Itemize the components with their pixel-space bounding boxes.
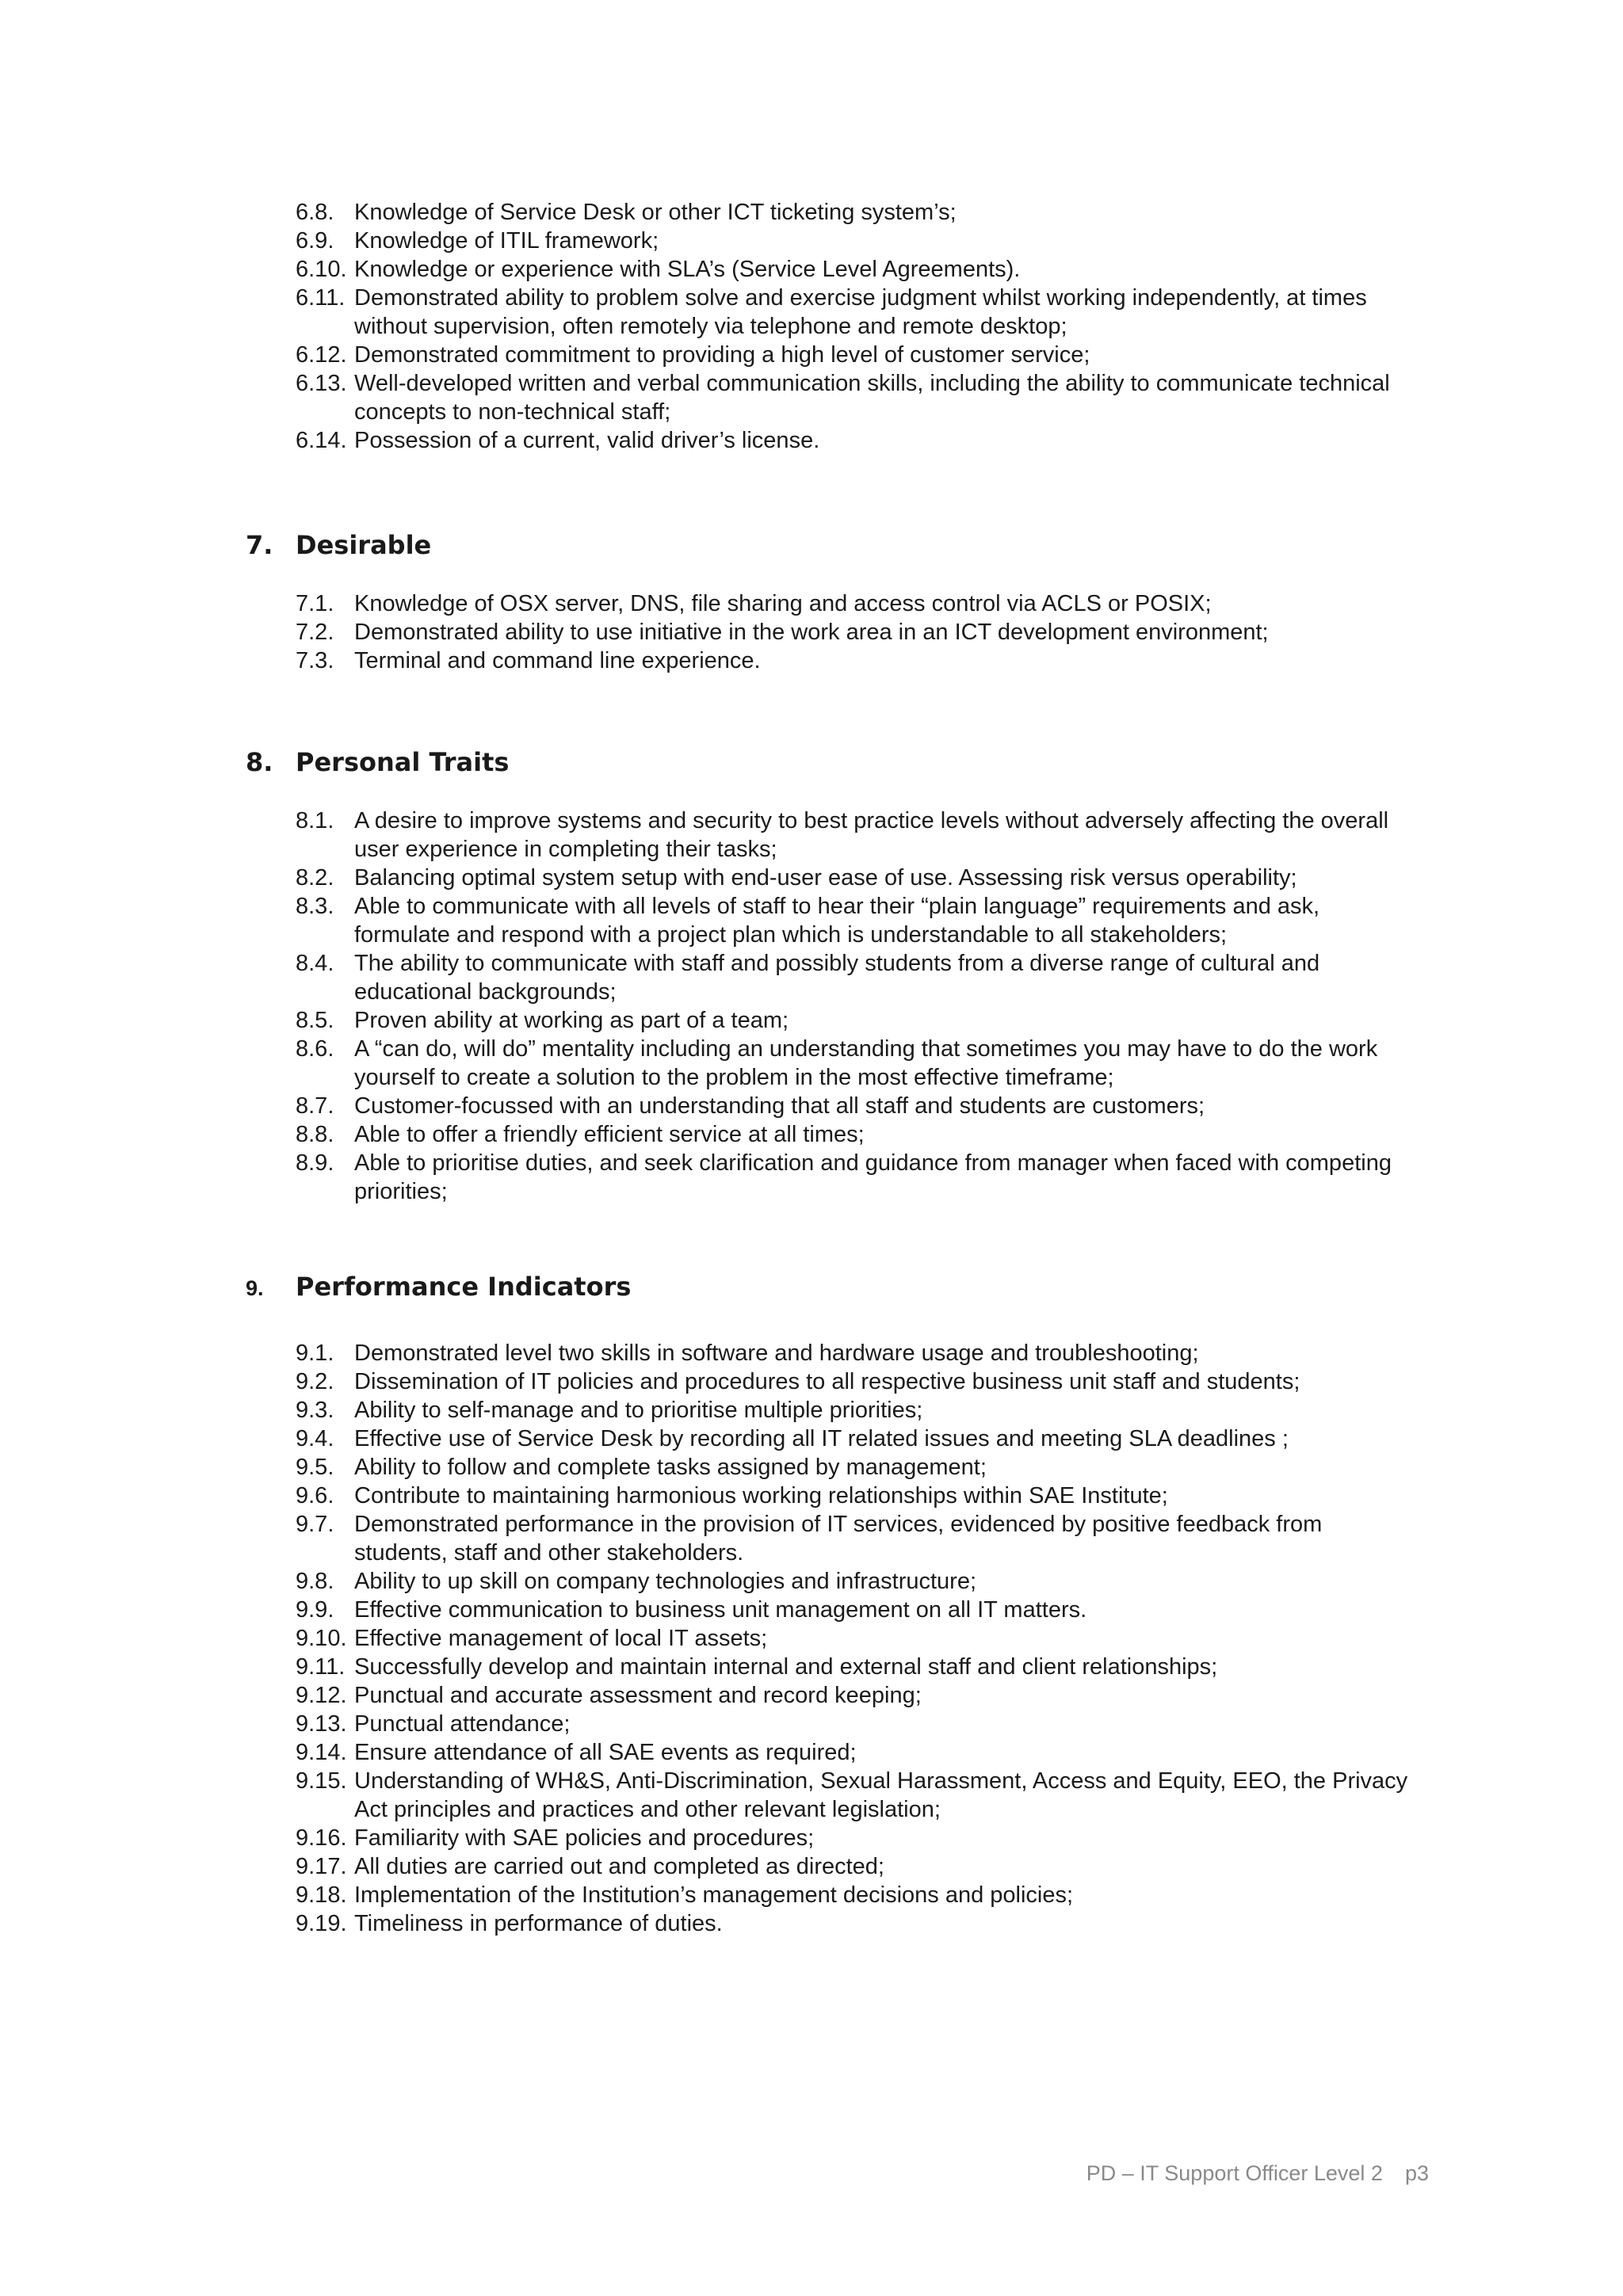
list-item — [0, 1567, 1623, 1596]
list-item-text: Terminal and command line experience. — [354, 648, 761, 673]
list-item-text: Proven ability at working as part of a team; — [354, 1008, 789, 1033]
section-number: 8. — [246, 747, 273, 777]
list-item-text: Successfully develop and maintain internal and external staff and client relationships; — [354, 1654, 1218, 1680]
list-item-text: Understanding of WH&S, Anti-Discrimination, Sexual Harassment, Access and Equity, EEO, the Privacy Act principles and practices and other relevant legislation; — [354, 1768, 1408, 1822]
list-item-number: 8.1. — [296, 808, 334, 833]
personal-traits-list — [0, 807, 1623, 1206]
list-item-number: 6.13. — [296, 371, 347, 396]
list-item-text: Effective communication to business unit management on all IT matters. — [354, 1597, 1087, 1623]
list-item-text: Able to communicate with all levels of staff to hear their “plain language” requirements and ask, formulate and respond with a project plan which is understandable to all stakeholders; — [354, 894, 1320, 948]
section-title: Desirable — [296, 530, 432, 560]
page-footer — [1086, 2161, 1429, 2186]
list-item-text: Punctual attendance; — [354, 1711, 571, 1737]
list-item-number: 6.8. — [296, 200, 334, 225]
list-item — [0, 1006, 1623, 1035]
list-item-number: 9.1. — [296, 1341, 334, 1366]
list-item-text: Implementation of the Institution’s management decisions and policies; — [354, 1882, 1074, 1908]
list-item — [0, 1396, 1623, 1425]
list-item-text: Able to prioritise duties, and seek clarification and guidance from manager when faced with competing priorities; — [354, 1150, 1392, 1204]
list-item — [0, 1425, 1623, 1453]
essential-criteria-list — [0, 198, 1623, 455]
list-item-number: 6.11. — [296, 285, 346, 311]
list-item — [0, 1738, 1623, 1767]
list-item — [0, 589, 1623, 618]
list-item-number: 8.2. — [296, 865, 334, 891]
list-item — [0, 198, 1623, 227]
list-item — [0, 807, 1623, 864]
list-item — [0, 1120, 1623, 1149]
list-item-number: 7.2. — [296, 620, 334, 645]
list-item-text: Knowledge of ITIL framework; — [354, 228, 659, 254]
list-item-number: 9.2. — [296, 1369, 334, 1394]
section-title: Performance Indicators — [296, 1272, 632, 1302]
section-number: 9. — [246, 1276, 264, 1300]
list-item-text: Customer-focussed with an understanding that all staff and students are customers; — [354, 1093, 1205, 1119]
list-item-number: 9.6. — [296, 1483, 334, 1508]
list-item-number: 6.12. — [296, 342, 347, 368]
list-item-text: Dissemination of IT policies and procedures to all respective business unit staff and students; — [354, 1369, 1300, 1394]
list-item-text: Contribute to maintaining harmonious working relationships within SAE Institute; — [354, 1483, 1168, 1508]
list-item-number: 9.5. — [296, 1455, 334, 1480]
list-item — [0, 227, 1623, 255]
list-item-number: 6.9. — [296, 228, 334, 254]
list-item-text: Well-developed written and verbal communication skills, including the ability to communicate technical concepts to non-technical staff; — [354, 371, 1390, 425]
list-item-number: 8.8. — [296, 1122, 334, 1147]
list-item — [0, 618, 1623, 646]
list-item-text: Effective use of Service Desk by recording all IT related issues and meeting SLA deadlines ; — [354, 1426, 1289, 1451]
list-item-number: 8.9. — [296, 1150, 334, 1176]
list-item-text: Familiarity with SAE policies and procedures; — [354, 1825, 815, 1851]
list-item-number: 9.14. — [296, 1740, 347, 1765]
footer-page-number: p3 — [1404, 2161, 1429, 2185]
list-item — [0, 1596, 1623, 1624]
list-item-number: 9.10. — [296, 1626, 347, 1651]
list-item-text: Demonstrated ability to use initiative in the work area in an ICT development environment; — [354, 620, 1269, 645]
section-heading-personal-traits — [246, 746, 509, 778]
list-item — [0, 341, 1623, 369]
list-item — [0, 892, 1623, 949]
list-item-text: Demonstrated level two skills in software and hardware usage and troubleshooting; — [354, 1341, 1199, 1366]
list-item — [0, 949, 1623, 1006]
list-item — [0, 1767, 1623, 1824]
list-item-number: 8.6. — [296, 1036, 334, 1062]
list-item — [0, 1653, 1623, 1681]
list-item-number: 9.4. — [296, 1426, 334, 1451]
list-item — [0, 1367, 1623, 1396]
list-item-number: 7.3. — [296, 648, 334, 673]
list-item-number: 9.3. — [296, 1398, 334, 1423]
list-item — [0, 1909, 1623, 1938]
list-item — [0, 1681, 1623, 1710]
list-item — [0, 426, 1623, 455]
list-item — [0, 1824, 1623, 1852]
list-item — [0, 1482, 1623, 1510]
list-item — [0, 369, 1623, 426]
list-item-number: 8.3. — [296, 894, 334, 919]
list-item-number: 9.16. — [296, 1825, 347, 1851]
list-item-text: Ability to up skill on company technologies and infrastructure; — [354, 1569, 977, 1594]
list-item-text: Ensure attendance of all SAE events as required; — [354, 1740, 857, 1765]
list-item — [0, 1035, 1623, 1092]
list-item — [0, 1510, 1623, 1567]
list-item — [0, 1453, 1623, 1482]
list-item-number: 9.13. — [296, 1711, 347, 1737]
list-item-number: 9.17. — [296, 1854, 347, 1879]
footer-document-title: PD – IT Support Officer Level 2 — [1086, 2161, 1383, 2185]
list-item — [0, 284, 1623, 341]
section-heading-desirable — [246, 529, 431, 561]
section-title: Personal Traits — [296, 747, 510, 777]
list-item-number: 9.19. — [296, 1911, 347, 1936]
list-item-number: 9.15. — [296, 1768, 347, 1794]
section-number: 7. — [246, 530, 273, 560]
list-item-text: The ability to communicate with staff and possibly students from a diverse range of cultural and educational backgrounds; — [354, 951, 1320, 1005]
list-item-text: Punctual and accurate assessment and record keeping; — [354, 1683, 922, 1708]
list-item-text: A “can do, will do” mentality including an understanding that sometimes you may have to do the work yourself to create a solution to the problem in the most effective timeframe; — [354, 1036, 1378, 1090]
list-item-text: Balancing optimal system setup with end-user ease of use. Assessing risk versus operability; — [354, 865, 1297, 891]
list-item — [0, 646, 1623, 675]
list-item-text: Knowledge or experience with SLA’s (Service Level Agreements). — [354, 257, 1021, 282]
list-item-text: Able to offer a friendly efficient service at all times; — [354, 1122, 865, 1147]
list-item — [0, 1624, 1623, 1653]
list-item — [0, 1852, 1623, 1881]
list-item — [0, 1339, 1623, 1367]
list-item-number: 7.1. — [296, 591, 334, 616]
section-heading-performance-indicators — [246, 1271, 631, 1304]
list-item-number: 9.11. — [296, 1654, 346, 1680]
list-item — [0, 1092, 1623, 1120]
desirable-list — [0, 589, 1623, 675]
list-item-text: Ability to self-manage and to prioritise multiple priorities; — [354, 1398, 923, 1423]
list-item-number: 6.10. — [296, 257, 347, 282]
list-item-text: Knowledge of Service Desk or other ICT ticketing system’s; — [354, 200, 957, 225]
list-item-text: Effective management of local IT assets; — [354, 1626, 768, 1651]
list-item-number: 6.14. — [296, 428, 347, 453]
list-item-number: 9.8. — [296, 1569, 334, 1594]
list-item-text: Knowledge of OSX server, DNS, file sharing and access control via ACLS or POSIX; — [354, 591, 1212, 616]
list-item-text: Demonstrated ability to problem solve and exercise judgment whilst working independently, at times without supervision, often remotely via telephone and remote desktop; — [354, 285, 1367, 339]
list-item-number: 8.7. — [296, 1093, 334, 1119]
list-item — [0, 1881, 1623, 1909]
list-item-text: Demonstrated commitment to providing a high level of customer service; — [354, 342, 1090, 368]
list-item-number: 9.9. — [296, 1597, 334, 1623]
list-item — [0, 1710, 1623, 1738]
list-item — [0, 864, 1623, 892]
list-item-text: Ability to follow and complete tasks assigned by management; — [354, 1455, 987, 1480]
list-item-text: Timeliness in performance of duties. — [354, 1911, 723, 1936]
list-item-number: 9.12. — [296, 1683, 347, 1708]
list-item-text: All duties are carried out and completed as directed; — [354, 1854, 884, 1879]
list-item-number: 8.5. — [296, 1008, 334, 1033]
list-item — [0, 1149, 1623, 1206]
list-item-number: 8.4. — [296, 951, 334, 976]
list-item-text: Demonstrated performance in the provision of IT services, evidenced by positive feedback from students, staff and other stakeholders. — [354, 1512, 1323, 1566]
list-item-number: 9.18. — [296, 1882, 347, 1908]
list-item — [0, 255, 1623, 284]
list-item-text: Possession of a current, valid driver’s license. — [354, 428, 820, 453]
list-item-text: A desire to improve systems and security to best practice levels without adversely affecting the overall user experience in completing their tasks; — [354, 808, 1389, 862]
performance-indicators-list — [0, 1339, 1623, 1938]
list-item-number: 9.7. — [296, 1512, 334, 1537]
